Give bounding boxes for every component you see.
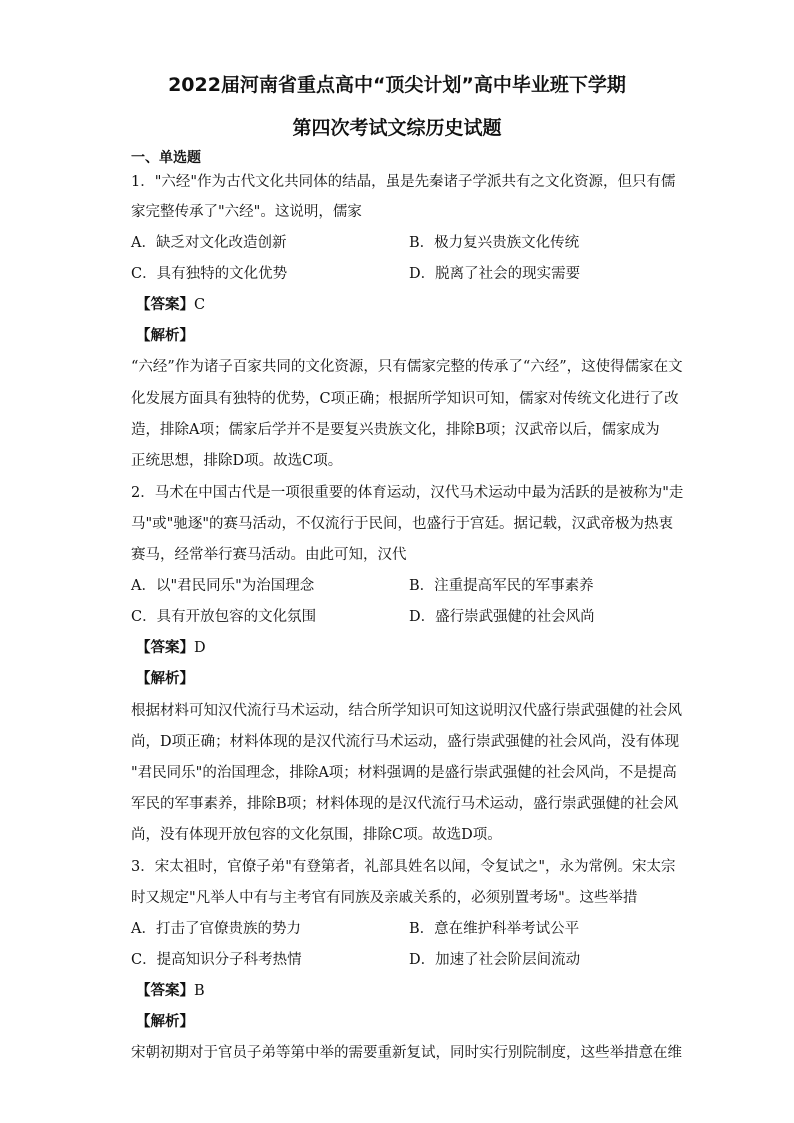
question-2-answer [136,638,206,658]
question-2-analysis-line: 根据材料可知汉代流行马术运动，结合所学知识可知这说明汉代盛行崇武强健的社会风 [131,703,682,719]
question-3-analysis-label: 【解析】 [136,1014,194,1030]
answer-label: 【答案】 [136,640,194,656]
question-1-answer [136,295,205,315]
question-3-option-d: D．加速了社会阶层间流动 [409,952,581,968]
question-3-answer [136,981,205,1001]
question-2-analysis-line: 尚，D项正确；材料体现的是汉代流行马术运动，盛行崇武强健的社会风尚，没有体现 [131,734,680,750]
question-2-analysis-label: 【解析】 [136,671,194,687]
answer-value: D [194,640,206,656]
question-1-analysis-line: 造，排除A项；儒家后学并不是要复兴贵族文化，排除B项；汉武帝以后，儒家成为 [131,422,660,438]
answer-label: 【答案】 [136,297,194,313]
question-2-option-d: D．盛行崇武强健的社会风尚 [409,609,595,625]
answer-label: 【答案】 [136,983,194,999]
question-3-stem-line: 时又规定"凡举人中有与主考官有同族及亲戚关系的，必须别置考场"。这些举措 [131,890,638,906]
question-3-option-b: B．意在维护科举考试公平 [409,921,580,937]
question-1-option-c: C．具有独特的文化优势 [131,266,288,282]
question-3-option-a: A．打击了官僚贵族的势力 [131,921,301,937]
question-1-analysis-label: 【解析】 [136,328,194,344]
question-1-stem-line: 1．"六经"作为古代文化共同体的结晶，虽是先秦诸子学派共有之文化资源，但只有儒 [131,174,676,190]
answer-value: B [194,983,205,999]
question-2-stem-line: 马"或"驰逐"的赛马活动，不仅流行于民间，也盛行于宫廷。据记载，汉武帝极为热衷 [131,516,674,532]
question-1-analysis-line: 正统思想，排除D项。故选C项。 [131,453,343,469]
page-title-line2: 第四次考试文综历史试题 [292,117,502,139]
question-2-stem-line: 赛马，经常举行赛马活动。由此可知，汉代 [131,547,407,563]
question-2-analysis-line: 军民的军事素养，排除B项；材料体现的是汉代流行马术运动，盛行崇武强健的社会风 [131,796,679,812]
question-3-stem-line: 3．宋太祖时，官僚子弟"有登第者，礼部具姓名以闻，令复试之"，永为常例。宋太宗 [131,859,676,875]
question-2-option-b: B．注重提高军民的军事素养 [409,578,594,594]
question-3-option-c: C．提高知识分子科考热情 [131,952,302,968]
question-1-option-b: B．极力复兴贵族文化传统 [409,235,580,251]
section-heading: 一、单选题 [131,150,201,166]
question-1-analysis-line: 化发展方面具有独特的优势，C项正确；根据所学知识可知，儒家对传统文化进行了改 [131,391,679,407]
page-title-line1: 2022届河南省重点高中“顶尖计划”高中毕业班下学期 [168,74,626,96]
answer-value: C [194,297,206,313]
question-1-stem-line: 家完整传承了"六经"。这说明，儒家 [131,204,362,220]
question-2-option-c: C．具有开放包容的文化氛围 [131,609,317,625]
question-2-stem-line: 2．马术在中国古代是一项很重要的体育运动，汉代马术运动中最为活跃的是被称为"走 [131,485,684,501]
question-1-analysis-line: “六经”作为诸子百家共同的文化资源，只有儒家完整的传承了“六经”，这使得儒家在文 [131,359,683,375]
question-1-option-a: A．缺乏对文化改造创新 [131,235,287,251]
question-2-analysis-line: "君民同乐"的治国理念，排除A项；材料强调的是盛行崇武强健的社会风尚，不是提高 [131,765,677,781]
question-1-option-d: D．脱离了社会的现实需要 [409,266,581,282]
question-2-analysis-line: 尚，没有体现开放包容的文化氛围，排除C项。故选D项。 [131,827,502,843]
question-3-analysis-line: 宋朝初期对于官员子弟等第中举的需要重新复试，同时实行别院制度，这些举措意在维 [131,1045,682,1061]
question-2-option-a: A．以"君民同乐"为治国理念 [131,578,315,594]
